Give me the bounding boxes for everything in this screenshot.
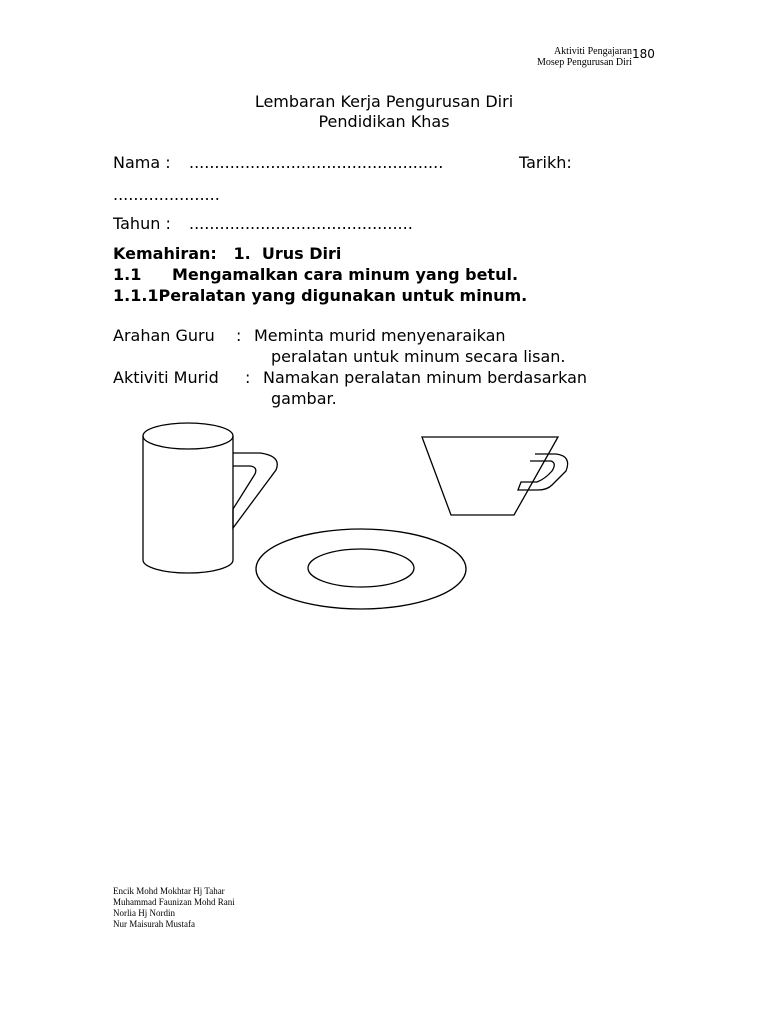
header-line-1: Aktiviti Pengajaran [553,46,632,57]
skill-number: 1.1 [113,265,142,284]
credit-name-1: Encik Mohd Mokhtar Hj Tahar [113,886,225,896]
aktiviti-murid-separator: : [245,368,251,387]
arahan-guru-separator: : [236,326,242,345]
arahan-guru-label: Arahan Guru [113,326,215,345]
skill-subobjective: 1.1.1Peralatan yang digunakan untuk minum. [113,286,528,305]
arahan-guru-text-2: peralatan untuk minum secara lisan. [271,347,566,366]
tahun-field[interactable]: ............................................ [189,214,413,233]
teacup-drawing [422,437,568,515]
worksheet-title: Lembaran Kerja Pengurusan Diri [254,92,514,111]
credit-name-2: Muhammad Faunizan Mohd Rani [113,897,235,907]
aktiviti-murid-text-2: gambar. [271,389,337,408]
aktiviti-murid-label: Aktiviti Murid [113,368,219,387]
credit-name-4: Nur Maisurah Mustafa [113,919,195,929]
header-line-2: Mosep Pengurusan Diri [537,57,632,68]
saucer-drawing [256,529,466,609]
tarikh-label: Tarikh: [519,153,572,172]
tarikh-field[interactable]: ..................... [113,185,220,204]
aktiviti-murid-text-1: Namakan peralatan minum berdasarkan [263,368,588,387]
arahan-guru-text-1: Meminta murid menyenaraikan [254,326,506,345]
page-number: 180 [632,47,655,61]
nama-label: Nama : [113,153,171,172]
nama-field[interactable]: .................................................. [189,153,444,172]
skill-heading: Kemahiran: 1. Urus Diri [113,244,342,263]
mug-drawing [143,423,277,573]
worksheet-subtitle: Pendidikan Khas [318,112,450,131]
tahun-label: Tahun : [113,214,171,233]
skill-objective: Mengamalkan cara minum yang betul. [172,265,519,284]
credit-name-3: Norlia Hj Nordin [113,908,175,918]
